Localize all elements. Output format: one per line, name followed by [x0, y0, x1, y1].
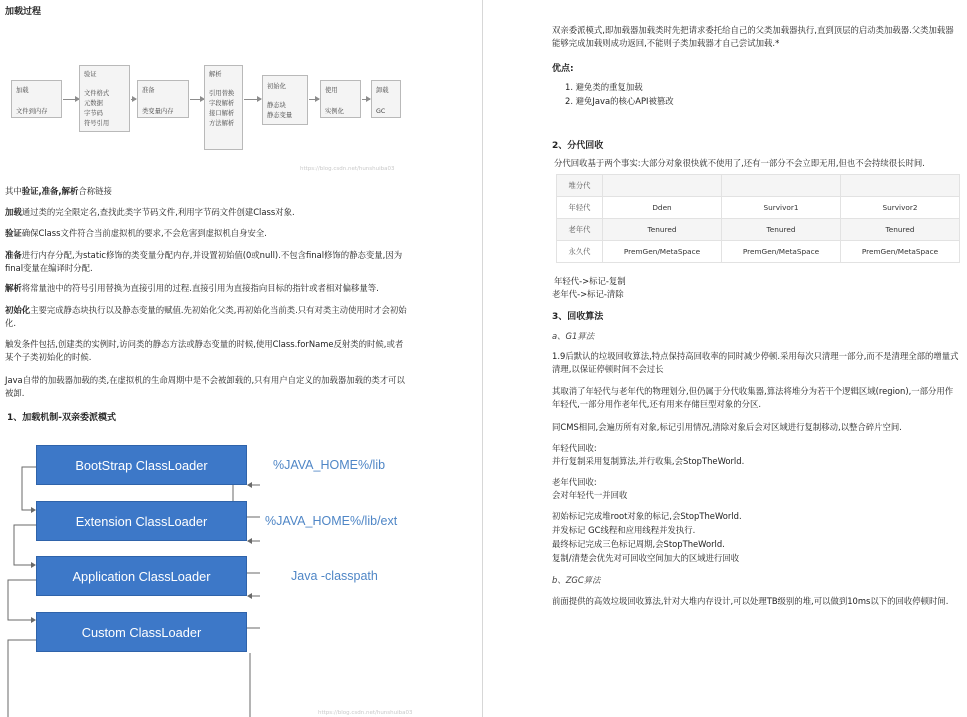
right-page — [486, 0, 967, 717]
flow-arrow — [244, 99, 261, 100]
stage-line: 实例化 — [325, 108, 344, 115]
paragraph-load — [5, 206, 410, 219]
table-row — [557, 219, 960, 241]
table-row — [557, 197, 960, 219]
definition: 将常量池中的符号引用替换为直接引用的过程.直接引用为直接指向目标的指针或者相对偏移量等. — [21, 283, 379, 293]
section-1-heading: 1、加载机制-双亲委派模式 — [7, 413, 116, 423]
flow-stage-unload — [371, 80, 401, 118]
linking-note-suffix: 合称链接 — [78, 186, 112, 196]
left-page — [0, 0, 480, 717]
term: 初始化 — [5, 305, 31, 315]
linking-note-prefix: 其中 — [5, 186, 22, 196]
application-classloader-box: Application ClassLoader — [36, 556, 247, 596]
list-item: 2. 避免Java的核心API被篡改 — [565, 96, 674, 106]
table-cell — [603, 175, 722, 197]
paragraph-verify — [5, 227, 410, 240]
stage-line: 静态变量 — [267, 112, 293, 119]
table-cell — [841, 175, 960, 197]
list-item: 1. 避免类的重复加载 — [565, 82, 643, 92]
young-gen-algorithm: 年轻代->标记-复制 — [554, 276, 626, 286]
diagram-watermark: https://blog.csdn.net/hunshuiba03 — [318, 710, 413, 716]
stage-line: 接口解析 — [209, 110, 235, 117]
advantages-heading: 优点: — [552, 64, 574, 74]
young-gen-collection-desc: 并行复制采用复制算法,并行收集,会StopTheWorld. — [552, 456, 745, 466]
young-gen-collection-title: 年轻代回收: — [552, 443, 597, 453]
flow-arrow — [362, 99, 370, 100]
section-2-heading: 2、分代回收 — [552, 141, 604, 151]
arrow-head — [247, 593, 252, 599]
stage-line: 静态块 — [267, 102, 286, 109]
stage-line: 文件格式 — [84, 90, 110, 97]
extension-classloader-box: Extension ClassLoader — [36, 501, 247, 541]
table-cell: PremGen/MetaSpace — [603, 241, 722, 263]
stage-title: 初始化 — [267, 83, 286, 90]
application-path-label: Java -classpath — [291, 569, 378, 583]
diagram-watermark: https://blog.csdn.net/hunshuiba03 — [300, 166, 395, 172]
stage-line: 元数据 — [84, 100, 103, 107]
table-cell — [722, 175, 841, 197]
arrow-head — [247, 482, 252, 488]
loading-process-heading: 加载过程 — [5, 7, 42, 17]
table-cell: 堆分代 — [557, 175, 603, 197]
definition: 进行内存分配,为static修饰的类变量分配内存,并设置初始值(0或null).不包含final修饰的静态变量,因为final变量在编译时分配. — [5, 250, 403, 273]
g1-paragraph-1: 1.9后默认的垃圾回收算法,特点保持高回收率的同时减少停顿.采用每次只清理一部分,而不是清理全部的增量式清理,以保证停顿时间不会过长 — [552, 351, 959, 374]
generation-intro: 分代回收基于两个事实:大部分对象很快就不使用了,还有一部分不会立即无用,但也不会持续很长时间. — [554, 158, 925, 168]
stage-line: 符号引用 — [84, 120, 110, 127]
definition: 确保Class文件符合当前虚拟机的要求,不会危害到虚拟机自身安全. — [21, 228, 267, 238]
flow-arrow — [309, 99, 319, 100]
page-divider — [482, 0, 483, 717]
stage-title: 卸载 — [376, 87, 389, 94]
extension-path-label: %JAVA_HOME%/lib/ext — [265, 514, 398, 528]
table-cell: PremGen/MetaSpace — [722, 241, 841, 263]
zgc-heading: b、ZGC算法 — [552, 575, 601, 585]
paragraph-prepare — [5, 249, 410, 275]
parent-delegation-intro: 双亲委派模式,即加载器加载类时先把请求委托给自己的父类加载器执行,直到顶层的启动类加载器.父类加载器能够完成加载则成功返回,不能则子类加载器才自己尝试加载.* — [552, 25, 954, 48]
stage-line: GC — [376, 108, 386, 115]
linking-note — [5, 185, 112, 197]
stage-line: 引用替换 — [209, 90, 235, 97]
table-cell: Survivor2 — [841, 197, 960, 219]
advantages-list — [565, 80, 674, 108]
paragraph-trigger: 触发条件包括,创建类的实例时,访问类的静态方法或静态变量的时候,使用Class.forName反射类的时候,或者某个子类初始化的时候. — [5, 339, 404, 362]
flow-arrow — [63, 99, 79, 100]
delegation-line — [247, 596, 260, 628]
phase-line: 复制/清楚会优先对可回收空间加大的区域进行回收 — [552, 553, 740, 563]
stage-line: 字段解析 — [209, 100, 235, 107]
stage-line: 类变量内存 — [142, 108, 174, 115]
flow-stage-verify — [79, 65, 130, 132]
stage-line: 方法解析 — [209, 120, 235, 127]
table-cell: 老年代 — [557, 219, 603, 241]
table-row — [557, 175, 960, 197]
table-cell: Tenured — [603, 219, 722, 241]
stage-line: 文件到内存 — [16, 108, 48, 115]
table-cell: Tenured — [841, 219, 960, 241]
flow-stage-init — [262, 75, 308, 125]
delegation-line — [22, 467, 36, 510]
delegation-line — [8, 580, 36, 620]
stage-title: 解析 — [209, 71, 222, 78]
old-gen-algorithm: 老年代->标记-清除 — [552, 289, 624, 299]
old-gen-collection-desc: 会对年轻代一并回收 — [552, 490, 628, 500]
linking-note-bold: 验证,准备,解析 — [21, 186, 79, 196]
term: 验证 — [5, 228, 22, 238]
flow-stage-prepare — [137, 80, 189, 118]
generation-table — [556, 174, 960, 263]
table-cell: Tenured — [722, 219, 841, 241]
g1-paragraph-2: 其取消了年轻代与老年代的物理划分,但仍属于分代收集器,算法将堆分为若干个逻辑区域(region),一部分用作年轻代,一部分用作老年代,还有用来存储巨型对象的分区. — [552, 386, 954, 409]
g1-paragraph-3: 同CMS相同,会遍历所有对象,标记引用情况,清除对象后会对区域进行复制移动,以整合碎片空间. — [552, 422, 902, 432]
table-cell: 永久代 — [557, 241, 603, 263]
delegation-line — [247, 541, 260, 573]
section-3-heading: 3、回收算法 — [552, 312, 604, 322]
paragraph-init — [5, 304, 410, 330]
stage-line: 字节码 — [84, 110, 103, 117]
table-cell: Survivor1 — [722, 197, 841, 219]
flow-arrow — [190, 99, 204, 100]
flow-stage-load — [11, 80, 62, 118]
table-cell: Dden — [603, 197, 722, 219]
paragraph-resolve — [5, 282, 410, 295]
stage-title: 验证 — [84, 71, 97, 78]
flow-stage-resolve — [204, 65, 243, 150]
definition: 主要完成静态块执行以及静态变量的赋值.先初始化父类,再初始化当前类.只有对类主动使用时才会初始化. — [5, 305, 407, 328]
arrow-head — [247, 538, 252, 544]
delegation-line — [247, 485, 260, 517]
phase-line: 初始标记完成堆root对象的标记,会StopTheWorld. — [552, 511, 742, 521]
term: 准备 — [5, 250, 22, 260]
term: 解析 — [5, 283, 22, 293]
table-cell: 年轻代 — [557, 197, 603, 219]
flow-stage-use — [320, 80, 361, 118]
paragraph-loader: Java自带的加载器加载的类,在虚拟机的生命周期中是不会被卸载的,只有用户自定义的加载器加载的类才可以被卸. — [5, 375, 405, 398]
stage-title: 准备 — [142, 87, 155, 94]
custom-classloader-box: Custom ClassLoader — [36, 612, 247, 652]
bootstrap-classloader-box: BootStrap ClassLoader — [36, 445, 247, 485]
delegation-line — [8, 640, 36, 717]
phase-line: 最终标记完成三色标记周期,会StopTheWorld. — [552, 539, 725, 549]
old-gen-collection-title: 老年代回收: — [552, 477, 597, 487]
delegation-line — [14, 525, 36, 565]
g1-heading: a、G1算法 — [552, 331, 595, 341]
zgc-paragraph: 前面提供的高效垃圾回收算法,针对大堆内存设计,可以处理TB级别的堆,可以做到10ms以下的回收停顿时间. — [552, 596, 949, 606]
flow-arrow — [131, 99, 136, 100]
stage-title: 使用 — [325, 87, 338, 94]
bootstrap-path-label: %JAVA_HOME%/lib — [273, 458, 386, 472]
term: 加载 — [5, 207, 22, 217]
stage-title: 加载 — [16, 87, 29, 94]
definition: 通过类的完全限定名,查找此类字节码文件,利用字节码文件创建Class对象. — [21, 207, 295, 217]
phase-line: 并发标记 GC线程和应用线程并发执行. — [552, 525, 696, 535]
table-row — [557, 241, 960, 263]
table-cell: PremGen/MetaSpace — [841, 241, 960, 263]
